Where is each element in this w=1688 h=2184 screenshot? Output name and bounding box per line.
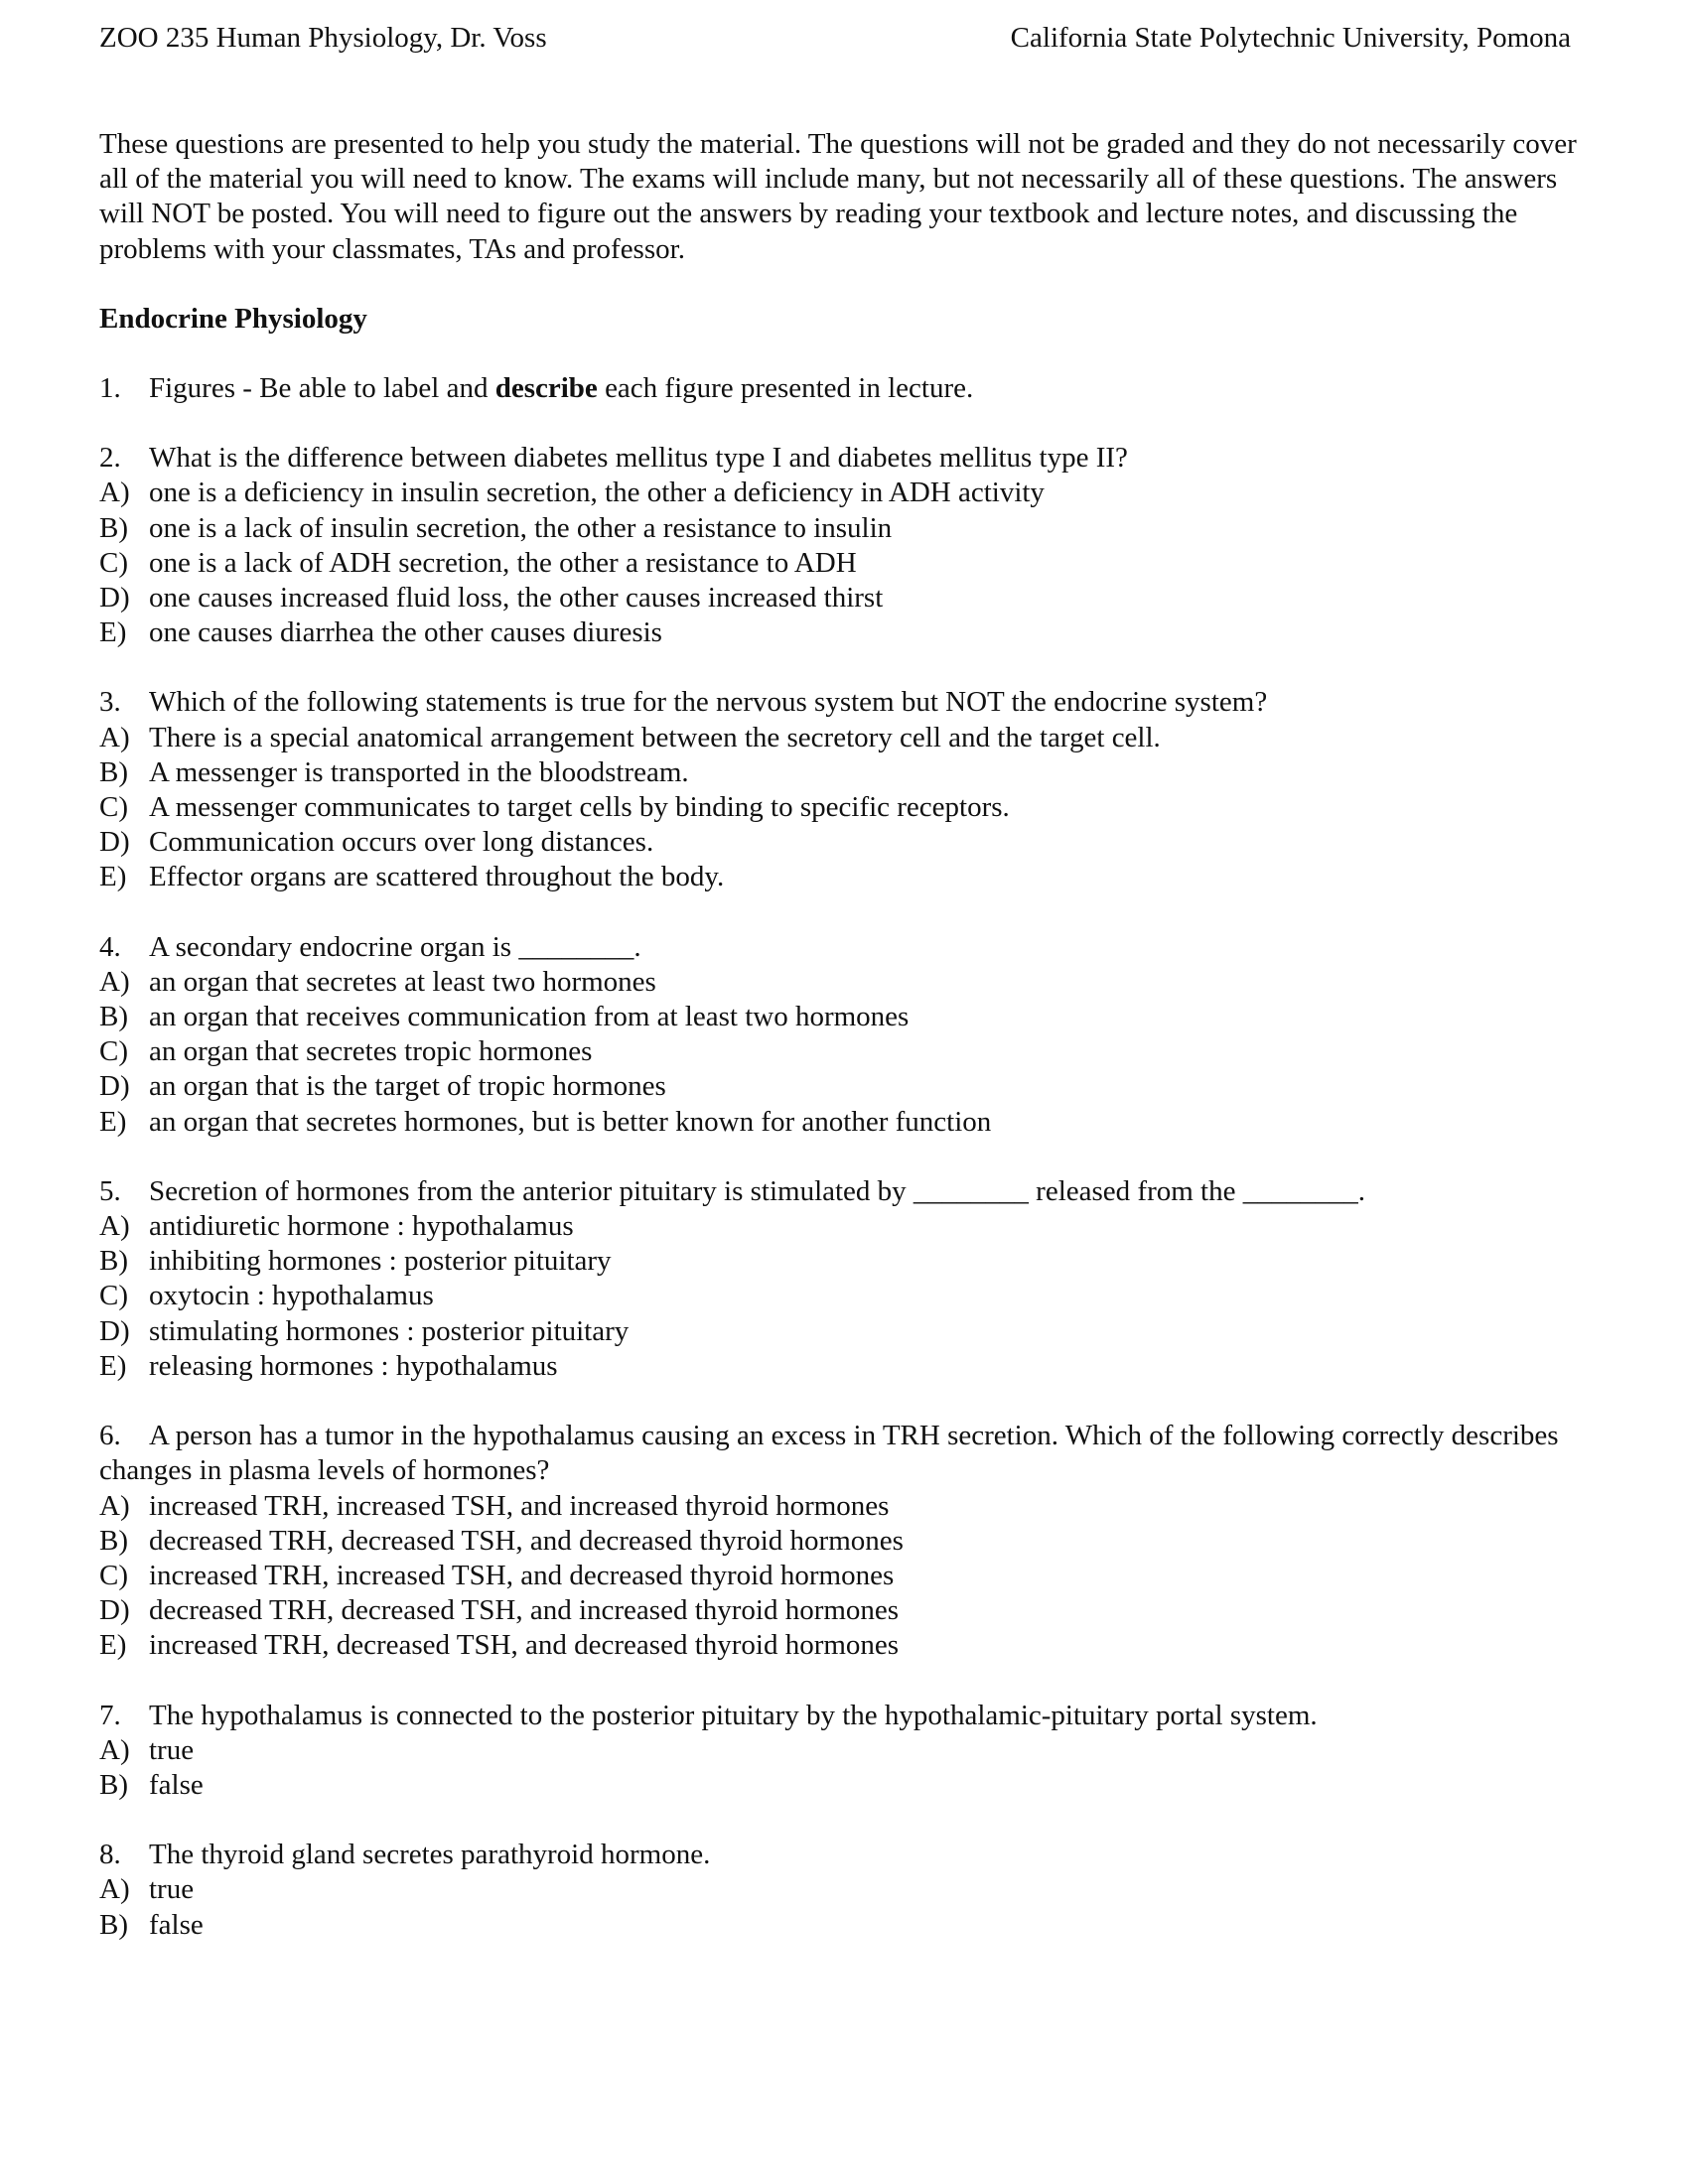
option-letter: C) <box>99 791 128 824</box>
option-text: an organ that secretes tropic hormones <box>149 1035 593 1068</box>
question-6 <box>99 1419 1589 1663</box>
answer-option <box>99 1559 1589 1593</box>
option-letter: B) <box>99 1001 128 1033</box>
answer-option <box>99 1209 1589 1244</box>
question-list <box>99 441 1589 1943</box>
question-text-part: Figures - Be able to label and <box>149 372 495 405</box>
answer-option <box>99 1034 1589 1069</box>
answer-option <box>99 1628 1589 1663</box>
answer-option <box>99 790 1589 825</box>
option-text: increased TRH, increased TSH, and increased thyroid hormones <box>149 1489 890 1522</box>
question-stem <box>99 1838 1589 1872</box>
option-letter: A) <box>99 721 130 753</box>
option-letter: B) <box>99 511 128 544</box>
option-text: false <box>149 1908 204 1941</box>
option-text: Communication occurs over long distances. <box>149 826 654 859</box>
question-8 <box>99 1838 1589 1943</box>
option-letter: A) <box>99 477 130 509</box>
question-5 <box>99 1174 1589 1384</box>
option-text: increased TRH, decreased TSH, and decreased thyroid hormones <box>149 1629 900 1662</box>
option-letter: C) <box>99 1035 128 1068</box>
question-number: 4. <box>99 930 121 963</box>
question-1 <box>99 371 1589 406</box>
question-stem <box>99 1419 1589 1488</box>
option-text: an organ that secretes hormones, but is better known for another function <box>149 1105 992 1138</box>
option-letter: C) <box>99 1559 128 1591</box>
answer-option <box>99 1489 1589 1524</box>
answer-option <box>99 615 1589 650</box>
answer-option <box>99 1105 1589 1140</box>
question-stem <box>99 685 1589 720</box>
question-text: Which of the following statements is true for the nervous system but NOT the endocrine system? <box>149 686 1268 719</box>
answer-option <box>99 476 1589 510</box>
option-letter: A) <box>99 1210 130 1243</box>
question-text-bold: describe <box>494 372 598 405</box>
option-letter: D) <box>99 826 130 859</box>
option-text: oxytocin : hypothalamus <box>149 1280 434 1312</box>
question-number: 5. <box>99 1174 121 1207</box>
question-stem <box>99 1699 1589 1733</box>
option-text: A messenger is transported in the bloodstream. <box>149 755 689 788</box>
question-text: A person has a tumor in the hypothalamus causing an excess in TRH secretion. Which of the following correctly describes changes in plasma levels of hormones? <box>99 1420 1559 1487</box>
question-stem <box>99 441 1589 476</box>
question-number: 3. <box>99 686 121 719</box>
option-text: antidiuretic hormone : hypothalamus <box>149 1210 574 1243</box>
option-text: false <box>149 1768 204 1801</box>
option-text: true <box>149 1873 195 1906</box>
option-text: one causes increased fluid loss, the other causes increased thirst <box>149 582 884 614</box>
option-letter: D) <box>99 1314 130 1347</box>
answer-option <box>99 860 1589 894</box>
question-stem <box>99 371 1589 406</box>
answer-option <box>99 546 1589 581</box>
answer-option <box>99 965 1589 1000</box>
answer-option <box>99 1069 1589 1104</box>
option-letter: B) <box>99 1768 128 1801</box>
option-text: one is a lack of ADH secretion, the other a resistance to ADH <box>149 546 857 579</box>
option-text: one is a deficiency in insulin secretion, the other a deficiency in ADH activity <box>149 477 1045 509</box>
university-name: California State Polytechnic University, Pomona <box>1010 22 1571 54</box>
question-number: 2. <box>99 442 121 475</box>
answer-option <box>99 1314 1589 1349</box>
question-3 <box>99 685 1589 894</box>
option-text: decreased TRH, decreased TSH, and increased thyroid hormones <box>149 1594 900 1627</box>
document-body <box>99 127 1589 1943</box>
option-letter: D) <box>99 582 130 614</box>
answer-option <box>99 581 1589 615</box>
option-letter: E) <box>99 861 127 893</box>
option-letter: A) <box>99 1489 130 1522</box>
question-4 <box>99 930 1589 1140</box>
question-text: Secretion of hormones from the anterior pituitary is stimulated by ________ released from the ________. <box>149 1174 1365 1207</box>
question-text-part: each figure presented in lecture. <box>597 372 974 405</box>
answer-option <box>99 1524 1589 1559</box>
option-letter: E) <box>99 1349 127 1382</box>
option-letter: B) <box>99 755 128 788</box>
question-text: The hypothalamus is connected to the posterior pituitary by the hypothalamic-pituitary portal system. <box>149 1699 1318 1731</box>
option-text: A messenger communicates to target cells by binding to specific receptors. <box>149 791 1010 824</box>
question-2 <box>99 441 1589 650</box>
option-letter: E) <box>99 616 127 649</box>
answer-option <box>99 1000 1589 1034</box>
answer-option <box>99 1244 1589 1279</box>
question-text: A secondary endocrine organ is ________. <box>149 930 641 963</box>
option-letter: B) <box>99 1908 128 1941</box>
intro-paragraph: These questions are presented to help you study the material. The questions will not be graded and they do not necessarily cover all of the material you will need to know. The exams will include many, but not necessarily all of these questions. The answers will NOT be posted. You will need to figure out the answers by reading your textbook and lecture notes, and discussing the problems with your classmates, TAs and professor. <box>99 128 1577 265</box>
answer-option <box>99 1908 1589 1943</box>
option-text: decreased TRH, decreased TSH, and decreased thyroid hormones <box>149 1524 904 1557</box>
option-text: an organ that receives communication from at least two hormones <box>149 1001 910 1033</box>
answer-option <box>99 755 1589 790</box>
option-letter: E) <box>99 1629 127 1662</box>
option-letter: A) <box>99 1873 130 1906</box>
option-letter: C) <box>99 546 128 579</box>
option-letter: B) <box>99 1245 128 1278</box>
question-7 <box>99 1699 1589 1804</box>
page-header <box>99 18 1571 58</box>
question-stem <box>99 1174 1589 1209</box>
option-text: one causes diarrhea the other causes diuresis <box>149 616 662 649</box>
option-text: increased TRH, increased TSH, and decreased thyroid hormones <box>149 1559 895 1591</box>
question-text <box>149 371 1589 406</box>
section-title: Endocrine Physiology <box>99 302 367 335</box>
option-text: true <box>149 1733 195 1766</box>
option-text: There is a special anatomical arrangement between the secretory cell and the target cell. <box>149 721 1161 753</box>
answer-option <box>99 1872 1589 1907</box>
option-text: stimulating hormones : posterior pituitary <box>149 1314 630 1347</box>
course-title: ZOO 235 Human Physiology, Dr. Voss <box>99 22 547 54</box>
answer-option <box>99 1593 1589 1628</box>
question-number: 8. <box>99 1839 121 1871</box>
option-text: one is a lack of insulin secretion, the other a resistance to insulin <box>149 511 893 544</box>
answer-option <box>99 511 1589 546</box>
option-letter: D) <box>99 1070 130 1103</box>
option-text: inhibiting hormones : posterior pituitary <box>149 1245 612 1278</box>
question-text: What is the difference between diabetes mellitus type I and diabetes mellitus type II? <box>149 442 1128 475</box>
answer-option <box>99 1279 1589 1313</box>
option-letter: C) <box>99 1280 128 1312</box>
option-text: an organ that secretes at least two hormones <box>149 965 656 998</box>
question-number: 1. <box>99 372 121 405</box>
answer-option <box>99 1349 1589 1384</box>
question-number: 6. <box>99 1420 121 1452</box>
question-number: 7. <box>99 1699 121 1731</box>
option-text: Effector organs are scattered throughout the body. <box>149 861 725 893</box>
question-text: The thyroid gland secretes parathyroid hormone. <box>149 1839 711 1871</box>
option-letter: B) <box>99 1524 128 1557</box>
answer-option <box>99 825 1589 860</box>
question-stem <box>99 930 1589 965</box>
option-letter: D) <box>99 1594 130 1627</box>
option-text: an organ that is the target of tropic hormones <box>149 1070 666 1103</box>
option-letter: A) <box>99 1733 130 1766</box>
option-letter: A) <box>99 965 130 998</box>
answer-option <box>99 1768 1589 1803</box>
answer-option <box>99 1733 1589 1768</box>
option-letter: E) <box>99 1105 127 1138</box>
option-text: releasing hormones : hypothalamus <box>149 1349 558 1382</box>
answer-option <box>99 721 1589 755</box>
